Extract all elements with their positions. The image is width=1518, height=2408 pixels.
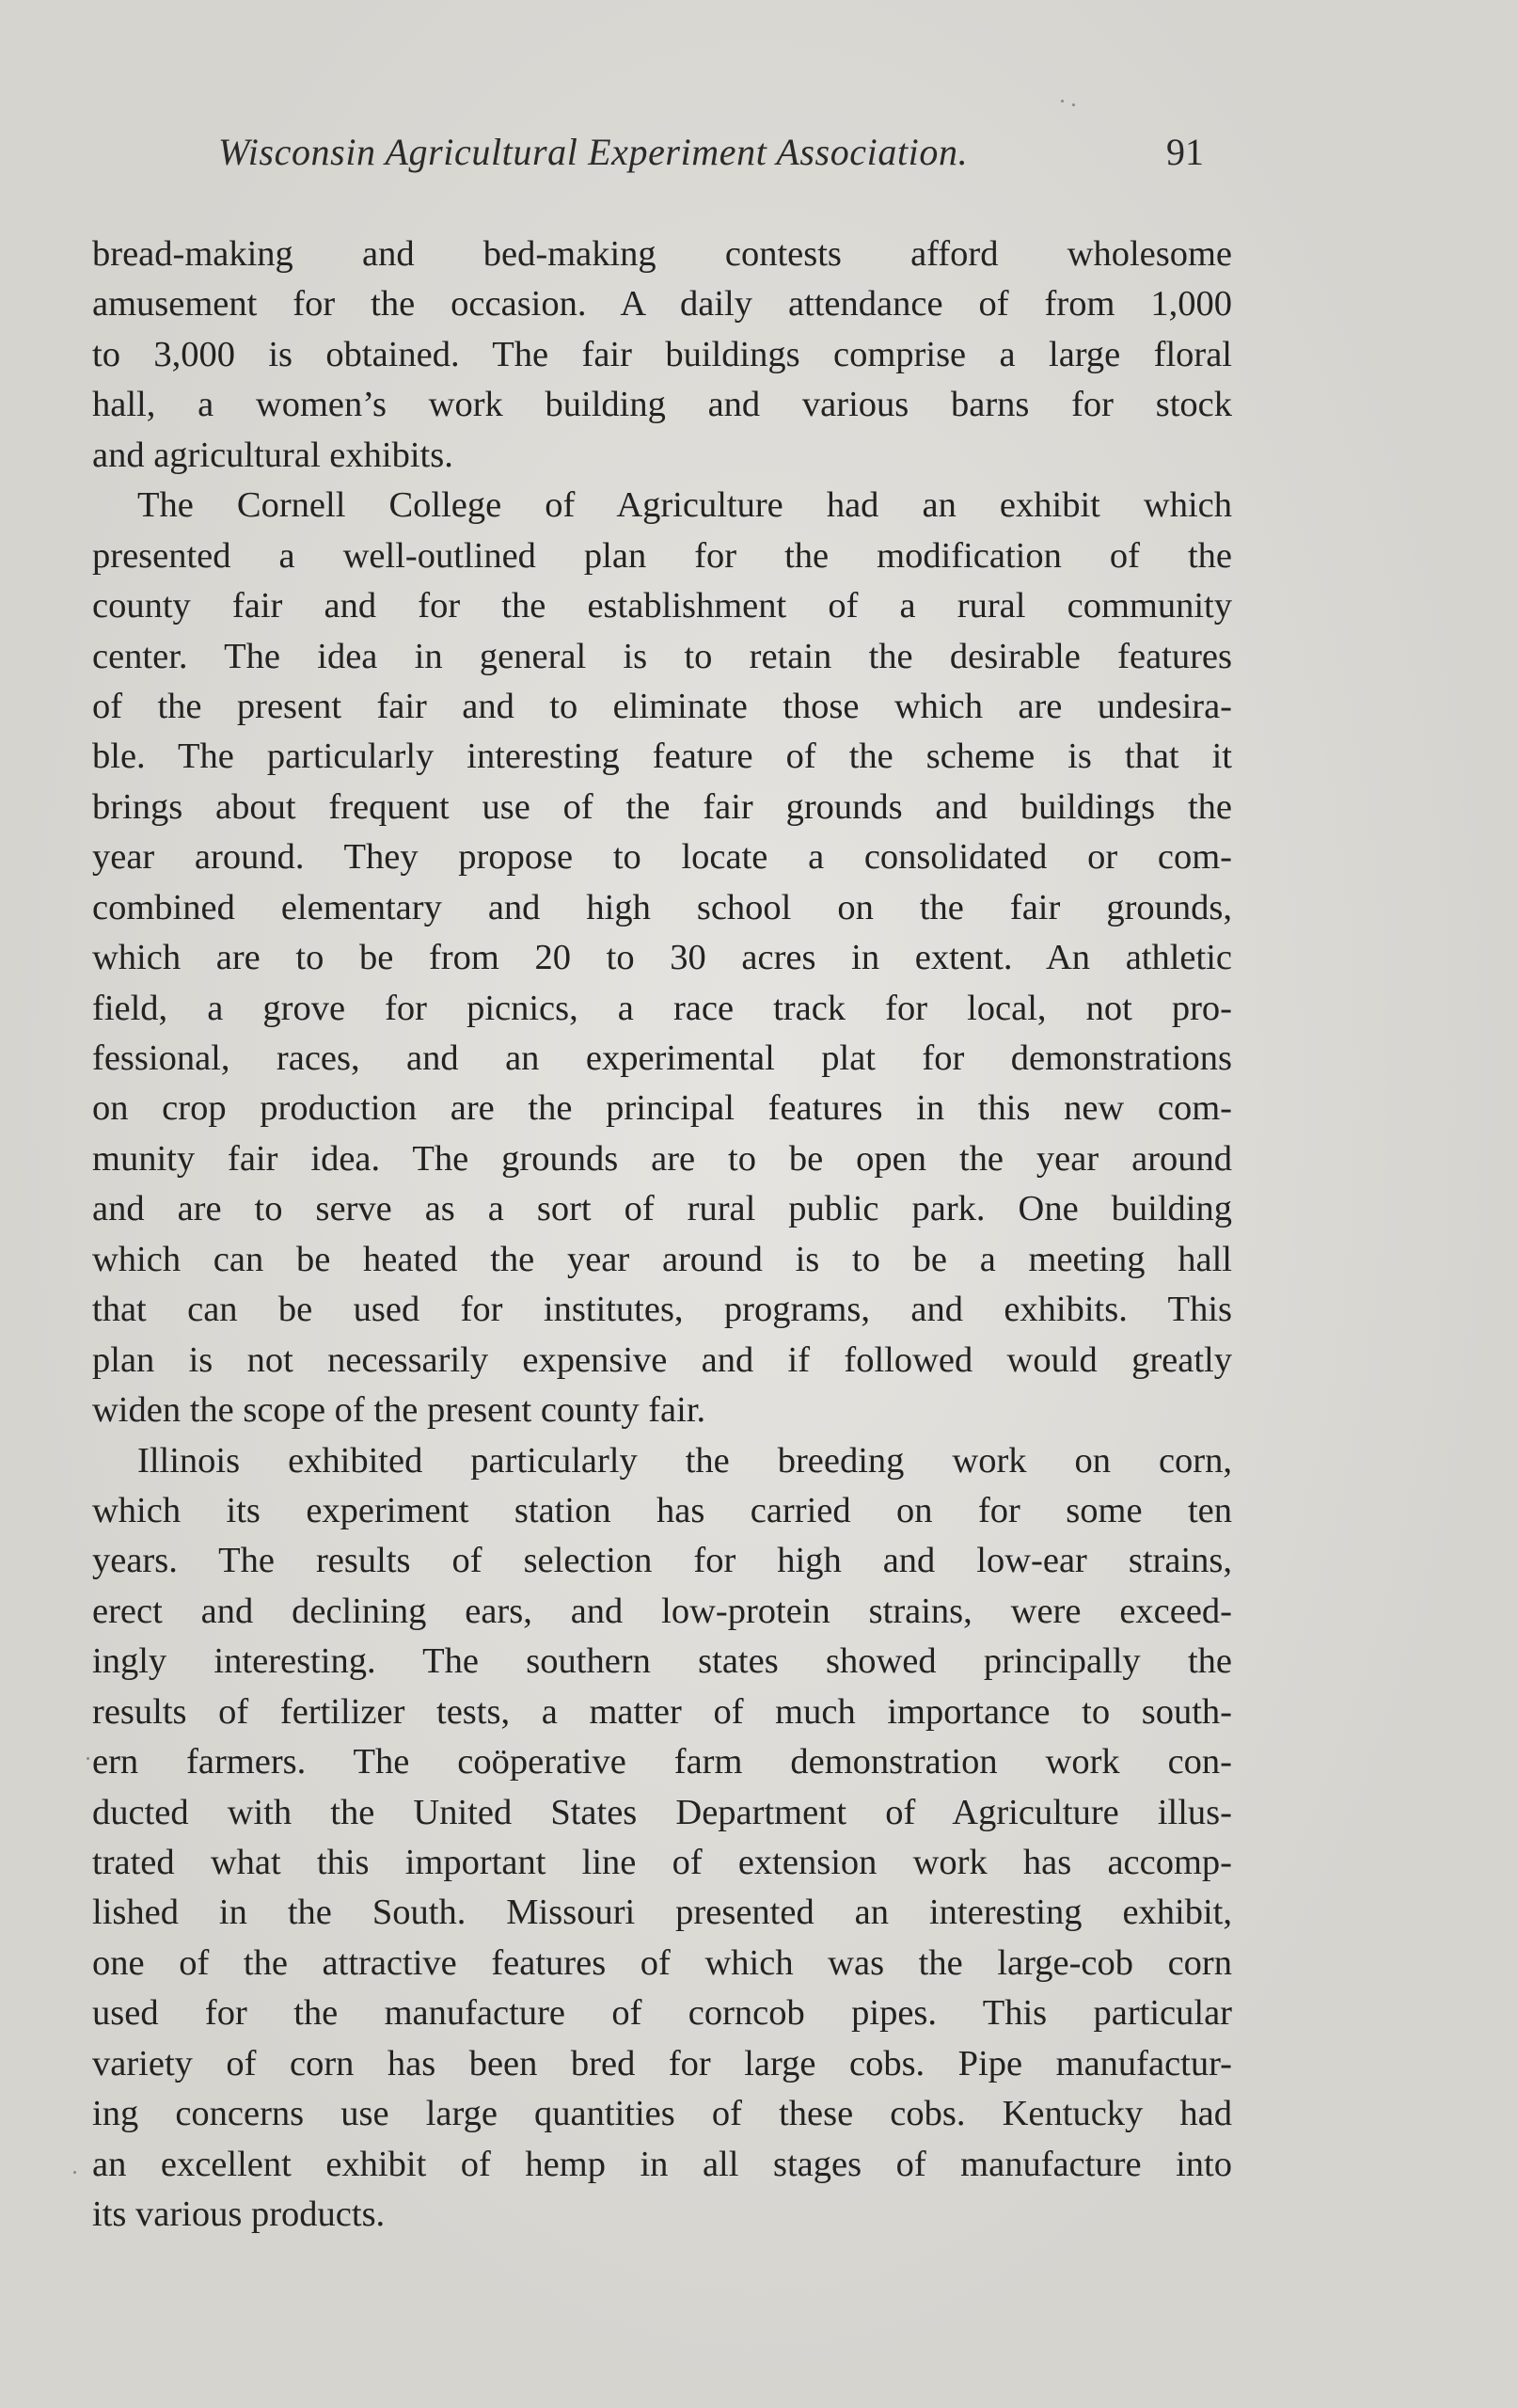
text-line: ducted with the United States Department of Agriculture illus- xyxy=(92,1792,1232,1832)
running-title: Wisconsin Agricultural Experiment Association. xyxy=(218,131,969,173)
text-line: center. The idea in general is to retain the desirable features xyxy=(92,636,1232,676)
text-line: which its experiment station has carried on for some ten xyxy=(92,1490,1232,1530)
text-line: and agricultural exhibits. xyxy=(92,435,453,475)
text-line: that can be used for institutes, programs, and exhibits. This xyxy=(92,1290,1232,1330)
text-line: ern farmers. The coöperative farm demonstration work con- xyxy=(92,1742,1232,1782)
text-line: variety of corn has been bred for large cobs. Pipe manufactur- xyxy=(92,2043,1232,2083)
text-line: amusement for the occasion. A daily attendance of from 1,000 xyxy=(92,284,1232,325)
text-line: years. The results of selection for high and low-ear strains, xyxy=(92,1541,1232,1581)
text-line: its various products. xyxy=(92,2194,386,2235)
paper-speck xyxy=(73,2171,76,2174)
text-line: an excellent exhibit of hemp in all stages of manufacture into xyxy=(92,2144,1232,2184)
text-line: hall, a women’s work building and various barns for stock xyxy=(92,385,1232,425)
text-line: presented a well-outlined plan for the modification of the xyxy=(92,535,1232,576)
text-line: of the present fair and to eliminate those which are undesira- xyxy=(92,686,1232,726)
text-line: trated what this important line of extension work has accomp- xyxy=(92,1843,1232,1882)
text-line: results of fertilizer tests, a matter of much importance to south- xyxy=(92,1691,1232,1732)
page-number: 91 xyxy=(1166,131,1204,173)
text-line: lished in the South. Missouri presented an interesting exhibit, xyxy=(92,1893,1232,1933)
text-line: which are to be from 20 to 30 acres in extent. An athletic xyxy=(92,938,1232,978)
paper-speck xyxy=(87,1757,89,1760)
text-line: munity fair idea. The grounds are to be open the year around xyxy=(92,1138,1232,1179)
text-line: brings about frequent use of the fair grounds and buildings the xyxy=(92,786,1232,827)
text-line: plan is not necessarily expensive and if followed would greatly xyxy=(92,1339,1232,1380)
text-line: combined elementary and high school on the fair grounds, xyxy=(92,887,1232,927)
paragraph-start-line: The Cornell College of Agriculture had an exhibit which xyxy=(137,485,1232,526)
text-line: on crop production are the principal features in this new com- xyxy=(92,1088,1232,1129)
body-text xyxy=(92,230,1232,2241)
text-line: erect and declining ears, and low-protein strains, were exceed- xyxy=(92,1591,1232,1631)
paragraph-start-line: Illinois exhibited particularly the breeding work on corn, xyxy=(137,1440,1232,1481)
text-line: and are to serve as a sort of rural public park. One building xyxy=(92,1189,1232,1229)
text-line: ing concerns use large quantities of these cobs. Kentucky had xyxy=(92,2094,1232,2134)
text-line: which can be heated the year around is to be a meeting hall xyxy=(92,1239,1232,1279)
text-line: county fair and for the establishment of a rural community xyxy=(92,586,1232,626)
text-line: year around. They propose to locate a consolidated or com- xyxy=(92,837,1232,878)
text-line: ingly interesting. The southern states showed principally the xyxy=(92,1641,1232,1682)
paper-speck xyxy=(1072,103,1075,106)
text-line: to 3,000 is obtained. The fair buildings comprise a large floral xyxy=(92,334,1232,374)
running-head xyxy=(0,130,1518,186)
text-line: one of the attractive features of which was the large-cob corn xyxy=(92,1942,1232,1983)
text-line: fessional, races, and an experimental plat for demonstrations xyxy=(92,1038,1232,1078)
text-line: used for the manufacture of corncob pipes. This particular xyxy=(92,1993,1232,2034)
text-line: widen the scope of the present county fair. xyxy=(92,1390,706,1431)
text-line: field, a grove for picnics, a race track for local, not pro- xyxy=(92,988,1232,1028)
text-line: bread-making and bed-making contests afford wholesome xyxy=(92,234,1232,274)
paper-speck xyxy=(1061,100,1064,103)
text-line: ble. The particularly interesting feature of the scheme is that it xyxy=(92,737,1232,777)
